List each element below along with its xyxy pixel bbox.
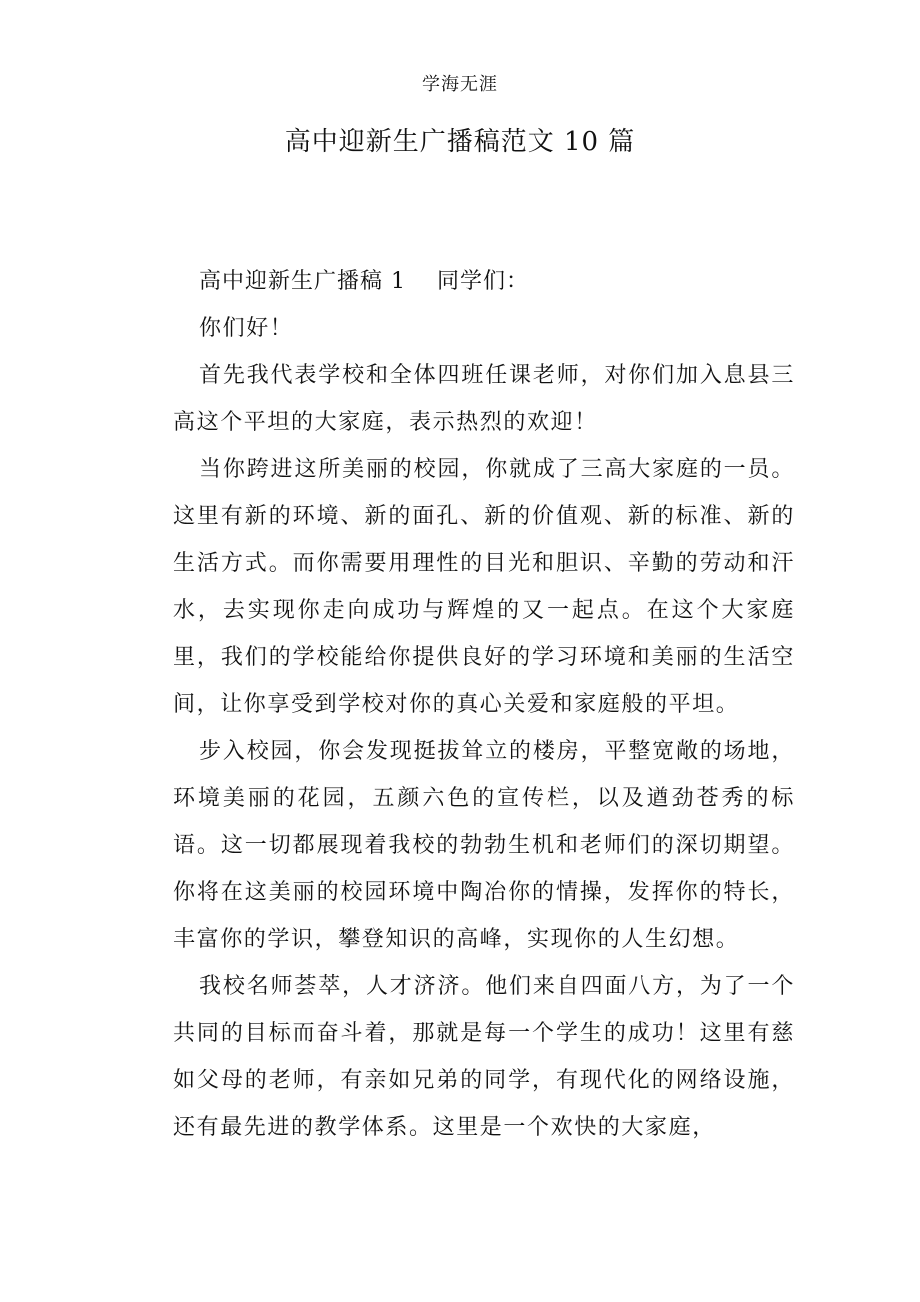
document-body bbox=[173, 258, 795, 1151]
header-note: 学海无涯 bbox=[422, 74, 498, 95]
paragraph-hello: 你们好！ bbox=[199, 316, 294, 341]
paragraph-welcome: 首先我代表学校和全体四班任课老师，对你们加入息县三高这个平坦的大家庭，表示热烈的欢迎！ bbox=[173, 363, 795, 435]
document-title: 高中迎新生广播稿范文 10 篇 bbox=[284, 127, 636, 157]
paragraph-teachers: 我校名师荟萃，人才济济。他们来自四面八方，为了一个共同的目标而奋斗着，那就是每一个学生的成功！这里有慈如父母的老师，有亲如兄弟的同学，有现代化的网络设施，还有最先进的教学体系。这里是一个欢快的大家庭， bbox=[173, 974, 795, 1140]
paragraph-greeting-line: 高中迎新生广播稿 1 同学们： bbox=[199, 269, 529, 294]
paragraph-campus: 步入校园，你会发现挺拔耸立的楼房，平整宽敞的场地，环境美丽的花园，五颜六色的宣传栏，以及遒劲苍秀的标语。这一切都展现着我校的勃勃生机和老师们的深切期望。你将在这美丽的校园环境中陶冶你的情操，发挥你的特长，丰富你的学识，攀登知识的高峰，实现你的人生幻想。 bbox=[173, 739, 795, 952]
paragraph-new-environment: 当你跨进这所美丽的校园，你就成了三高大家庭的一员。这里有新的环境、新的面孔、新的价值观、新的标准、新的生活方式。而你需要用理性的目光和胆识、辛勤的劳动和汗水，去实现你走向成功与辉煌的又一起点。在这个大家庭里，我们的学校能给你提供良好的学习环境和美丽的生活空间，让你享受到学校对你的真心关爱和家庭般的平坦。 bbox=[173, 457, 795, 717]
